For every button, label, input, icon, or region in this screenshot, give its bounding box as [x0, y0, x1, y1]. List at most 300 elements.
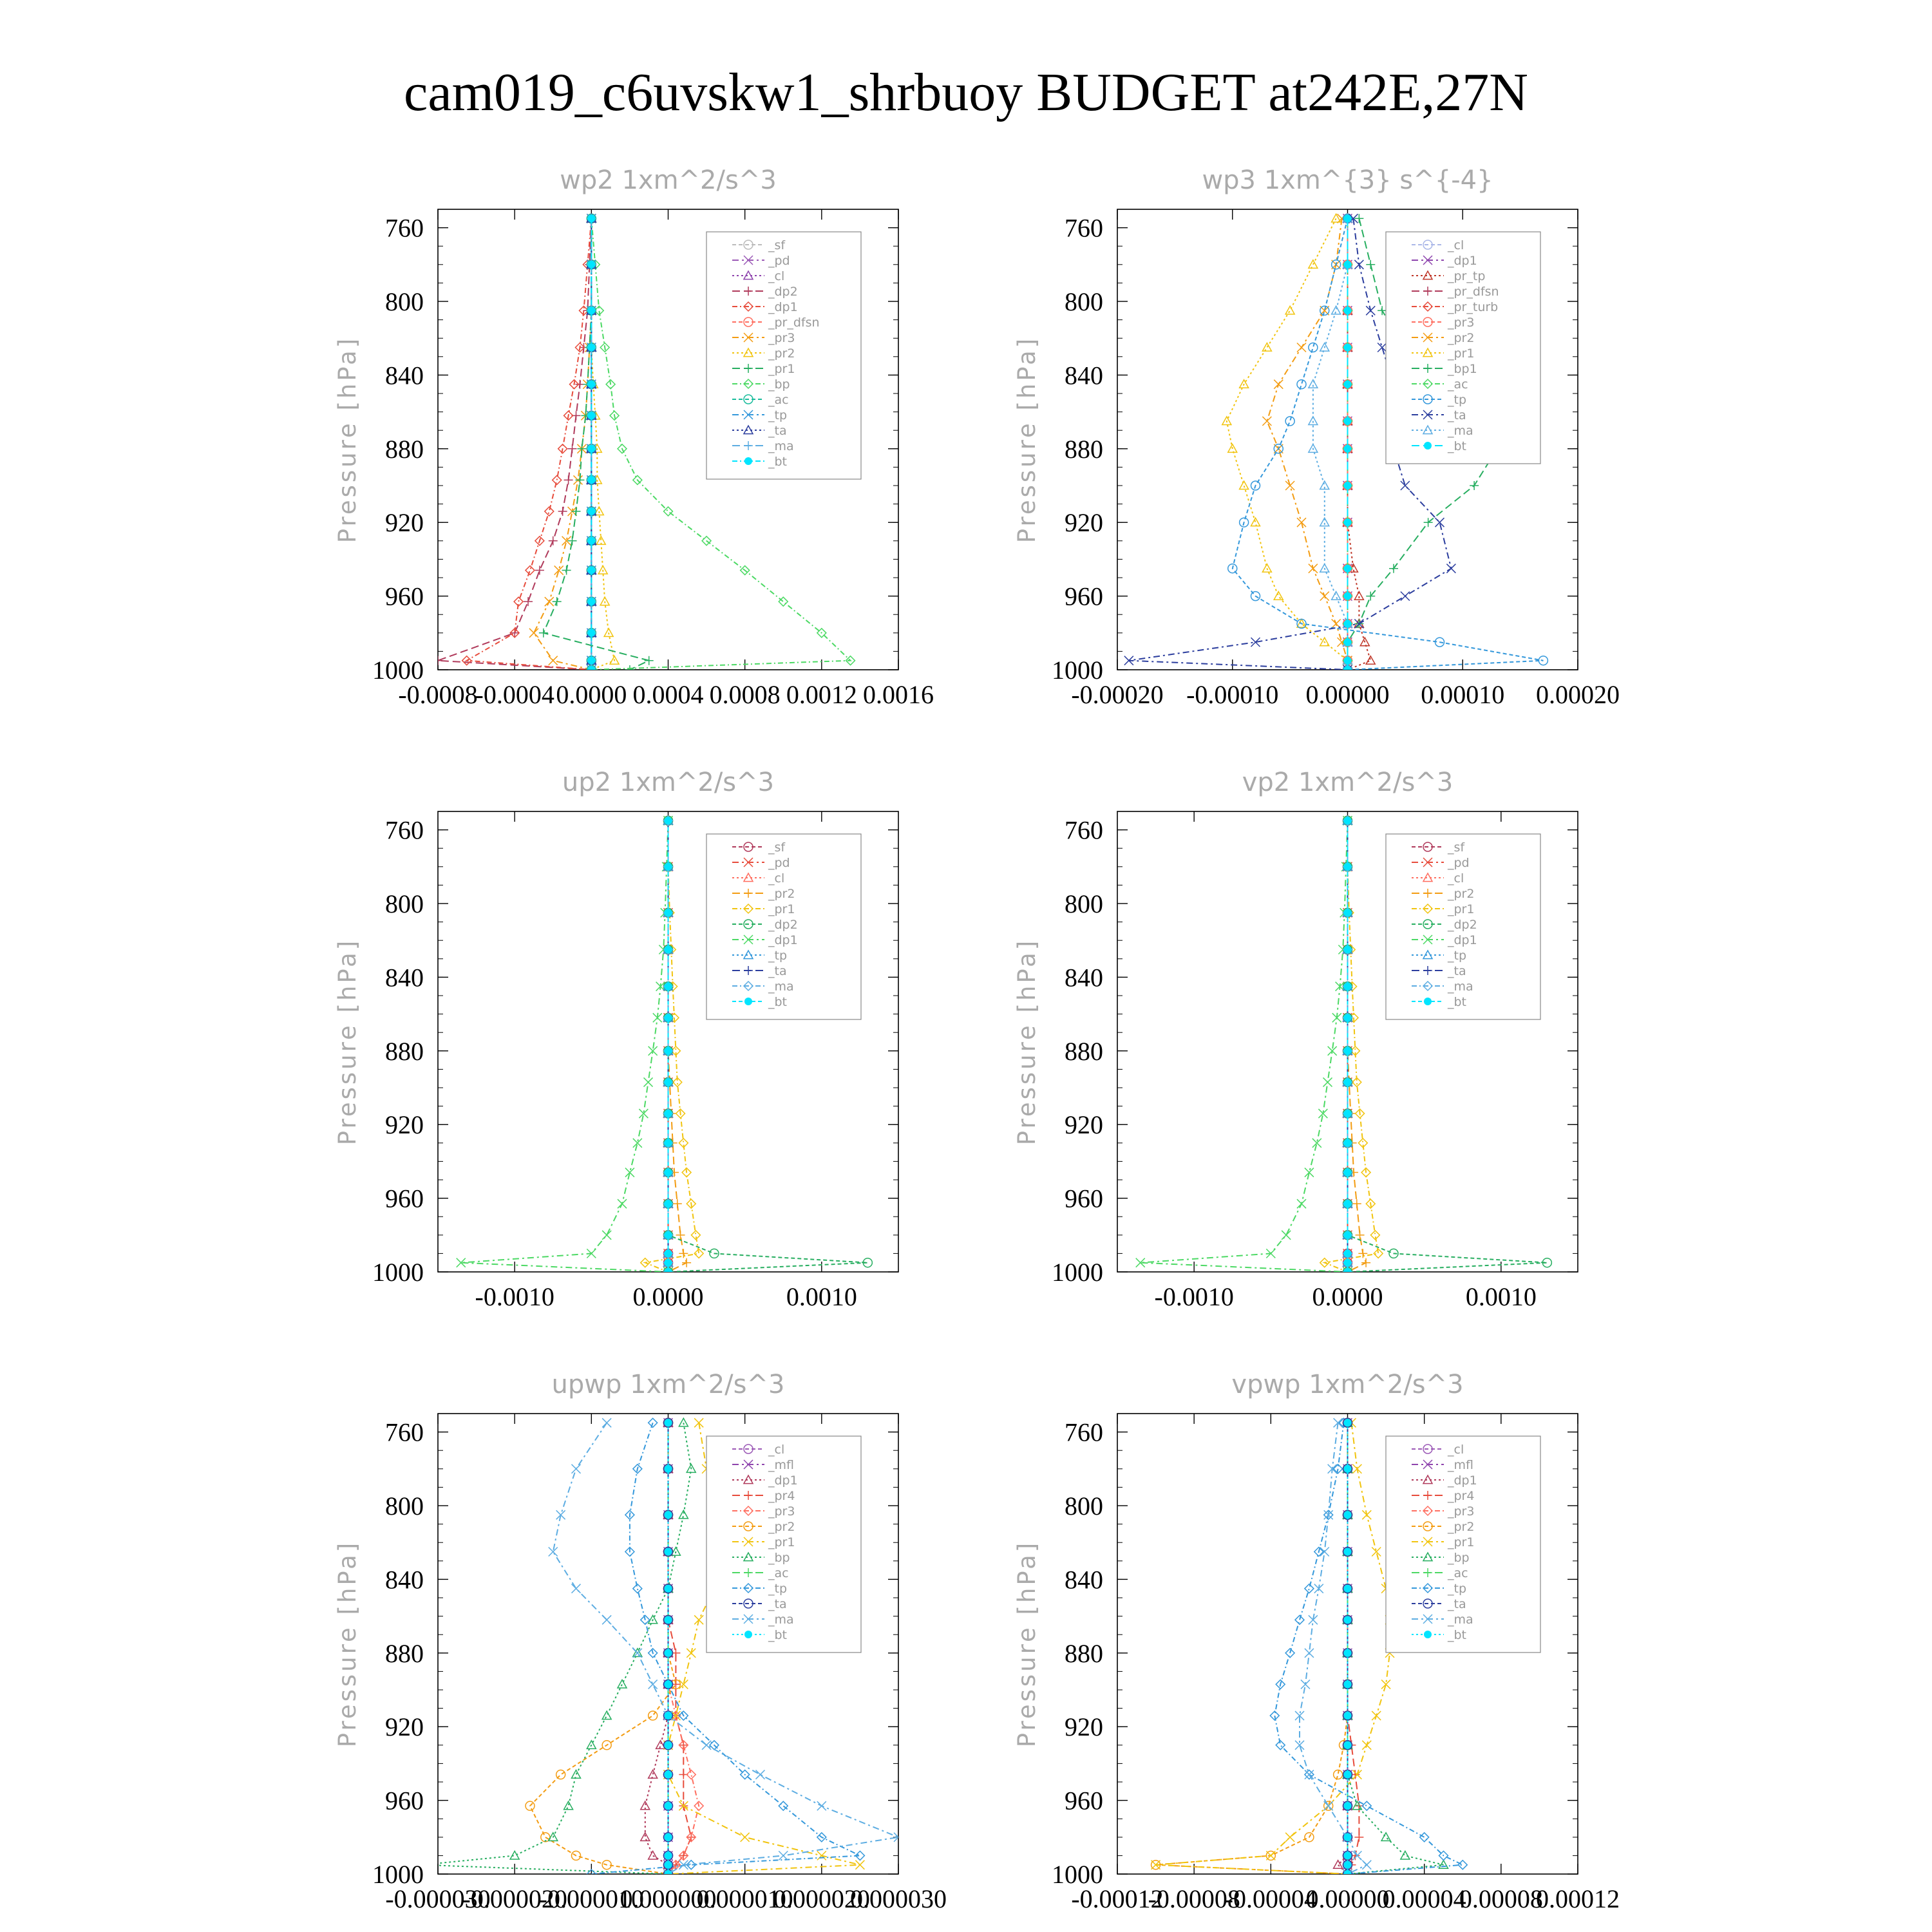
point-pr2	[1297, 343, 1306, 352]
point-bp	[618, 1680, 627, 1688]
legend-marker	[1424, 1631, 1432, 1638]
point-pr2	[1352, 1199, 1361, 1208]
legend-label: _dp1	[768, 1473, 798, 1488]
point-pr1	[817, 1851, 826, 1860]
legend-label: _pr1	[1448, 346, 1475, 361]
x-tick-label: -0.0010	[475, 1282, 554, 1311]
y-tick-label: 840	[1065, 361, 1103, 390]
point-ma	[756, 1770, 765, 1779]
point-bt	[1344, 592, 1352, 600]
point-bt	[665, 1802, 672, 1810]
y-tick-label: 840	[1065, 1565, 1103, 1595]
point-bt	[1344, 1870, 1352, 1878]
x-tick-label: 0.0010	[786, 1282, 857, 1311]
point-bt	[665, 1231, 672, 1239]
point-bt	[1344, 1771, 1352, 1779]
point-tp	[1297, 380, 1306, 389]
point-ta	[1378, 343, 1387, 352]
point-bt	[665, 1169, 672, 1177]
panel-5	[334, 1370, 947, 1913]
y-tick-label: 840	[1065, 963, 1103, 992]
point-ta	[1446, 564, 1455, 573]
point-pr1	[1240, 481, 1249, 489]
y-tick-label: 760	[1065, 1417, 1103, 1447]
x-tick-label: -0.00012	[1071, 1884, 1164, 1913]
legend-label: _pr2	[768, 346, 795, 361]
point-bt	[1344, 1802, 1352, 1810]
point-dp2	[564, 475, 573, 484]
point-bt	[1344, 1110, 1352, 1117]
point-pr1	[1372, 1711, 1381, 1720]
point-bt	[1344, 1861, 1352, 1869]
point-bt	[587, 381, 595, 388]
legend-label: _bt	[1448, 1628, 1467, 1642]
point-bt	[1344, 1047, 1352, 1055]
legend-label: _cl	[768, 269, 785, 283]
point-bt	[1344, 657, 1352, 665]
point-bp1	[1470, 481, 1479, 490]
panel-2	[1013, 166, 1620, 709]
point-bt	[665, 1548, 672, 1556]
legend-label: _ta	[768, 1597, 787, 1611]
point-pr1	[694, 1615, 703, 1624]
point-bt	[1344, 417, 1352, 425]
point-pr_tp	[1354, 592, 1363, 600]
legend-label: _sf	[768, 238, 786, 252]
legend-label: _tp	[768, 1582, 788, 1596]
point-dp1	[1297, 1199, 1306, 1208]
point-bt	[665, 1249, 672, 1257]
point-bt	[665, 946, 672, 954]
legend-label: _pr1	[1448, 902, 1475, 916]
point-pr2	[1262, 417, 1271, 426]
point-pr1	[1372, 1548, 1381, 1557]
point-bt	[1344, 1268, 1352, 1276]
legend-label: _ma	[768, 439, 794, 453]
legend-label: _pr_dfsn	[1448, 285, 1499, 299]
y-tick-label: 840	[385, 1565, 424, 1595]
point-bt	[1344, 261, 1352, 269]
legend-label: _pr2	[1448, 887, 1475, 901]
point-bt	[1344, 1078, 1352, 1086]
y-tick-label: 920	[385, 1110, 424, 1140]
point-ma	[1305, 1649, 1314, 1658]
legend-label: _ma	[768, 1613, 794, 1627]
legend-label: _pr_dfsn	[768, 316, 820, 330]
legend-label: _dp1	[768, 300, 798, 314]
legend-label: _cl	[1448, 1443, 1464, 1457]
point-bt	[587, 261, 595, 269]
point-bp	[679, 1418, 688, 1426]
point-bt	[1344, 1200, 1352, 1208]
point-bt	[587, 307, 595, 314]
point-dp1	[644, 1077, 653, 1086]
y-tick-label: 960	[385, 582, 424, 611]
series-line-pr1	[1227, 218, 1348, 670]
legend	[706, 232, 861, 479]
legend	[706, 1436, 861, 1653]
legend-label: _cl	[1448, 871, 1464, 886]
point-ma	[1332, 306, 1341, 314]
point-ma	[549, 1548, 558, 1557]
point-bt	[1344, 1419, 1352, 1426]
point-ma	[1305, 1770, 1314, 1779]
point-pr1	[539, 629, 548, 638]
point-bt	[1344, 344, 1352, 352]
point-dp1	[1282, 1231, 1291, 1240]
panel-title: wp2 1xm^2/s^3	[560, 166, 777, 195]
legend-marker	[1424, 998, 1432, 1005]
point-bt	[1344, 381, 1352, 388]
point-dp1	[649, 1851, 658, 1859]
legend-label: _pr2	[768, 887, 795, 901]
point-bt	[1344, 1741, 1352, 1749]
point-pr2	[1356, 1231, 1365, 1240]
x-tick-label: -0.0008	[398, 680, 478, 709]
y-tick-label: 960	[1065, 582, 1103, 611]
legend-label: _mfl	[768, 1458, 794, 1472]
point-bt	[1344, 565, 1352, 573]
point-bt	[1344, 983, 1352, 990]
panel-6	[1013, 1370, 1620, 1913]
point-bt	[665, 1649, 672, 1657]
legend-label: _pd	[768, 254, 790, 268]
y-tick-label: 1000	[372, 656, 424, 685]
legend-label: _ma	[1448, 980, 1473, 994]
point-ma	[1362, 1861, 1371, 1870]
y-tick-label: 1000	[372, 1860, 424, 1889]
point-bt	[1344, 863, 1352, 871]
legend-label: _ta	[1448, 408, 1466, 422]
series-line-pr2	[530, 1423, 676, 1874]
y-tick-label: 880	[385, 1638, 424, 1668]
point-pr1	[625, 665, 634, 674]
point-bt	[1344, 1014, 1352, 1021]
legend-marker	[744, 1631, 752, 1638]
point-tp	[1295, 1615, 1304, 1624]
point-pr3	[687, 1770, 696, 1779]
legend-label: _tp	[1448, 1582, 1467, 1596]
legend-label: _dp2	[768, 918, 798, 932]
point-pr2	[1320, 592, 1329, 601]
point-pr2	[682, 1258, 691, 1267]
point-bt	[665, 1680, 672, 1688]
legend-label: _bp	[768, 377, 790, 392]
legend-label: _ta	[768, 964, 787, 978]
point-bt	[1344, 1259, 1352, 1267]
legend-label: _dp1	[768, 933, 798, 947]
point-bt	[665, 1861, 672, 1869]
legend-label: _pd	[768, 856, 790, 870]
point-ta	[1401, 592, 1410, 601]
point-bt	[1344, 1616, 1352, 1624]
point-bt	[1344, 445, 1352, 453]
point-tp	[1458, 1861, 1467, 1870]
point-bt	[665, 1200, 672, 1208]
x-tick-label: 0.000020	[773, 1884, 870, 1913]
legend-label: _pr1	[1448, 1535, 1475, 1549]
point-pr3	[529, 629, 538, 638]
x-tick-label: 0.00008	[1459, 1884, 1543, 1913]
x-tick-label: 0.00012	[1536, 1884, 1620, 1913]
y-tick-label: 1000	[1052, 1258, 1103, 1287]
point-pr2	[1274, 380, 1283, 389]
point-dp2	[558, 507, 567, 516]
point-bt	[1344, 909, 1352, 916]
point-dp1	[1323, 1077, 1332, 1086]
y-tick-label: 960	[385, 1786, 424, 1815]
point-bt	[665, 1078, 672, 1086]
point-bt	[665, 1511, 672, 1519]
y-tick-label: 760	[1065, 213, 1103, 243]
point-bt	[587, 214, 595, 222]
point-pr1	[1285, 306, 1294, 314]
legend-label: _sf	[1448, 840, 1465, 855]
point-bt	[1344, 1231, 1352, 1239]
series-line-bp	[422, 1423, 691, 1874]
point-pr2	[1361, 1258, 1370, 1267]
point-bt	[587, 476, 595, 484]
point-dp1	[641, 1833, 650, 1841]
legend-label: _dp2	[768, 285, 798, 299]
point-bt	[1344, 482, 1352, 489]
series-line-pr_tp	[1348, 218, 1371, 670]
series-line-ma	[1313, 218, 1348, 670]
legend-label: _bp	[768, 1551, 790, 1565]
point-tp	[1309, 343, 1318, 352]
point-pr1	[1274, 592, 1283, 600]
point-tp	[1285, 417, 1294, 426]
legend-label: _pr2	[768, 1520, 795, 1534]
y-tick-label: 1000	[1052, 656, 1103, 685]
point-ta	[1435, 518, 1444, 527]
panel-1	[334, 166, 934, 709]
point-bt	[1344, 1249, 1352, 1257]
legend-label: _pr3	[1448, 1504, 1475, 1519]
y-axis-label: Pressure [hPa]	[1013, 1540, 1041, 1748]
legend-label: _cl	[1448, 238, 1464, 252]
point-dp1	[602, 1231, 611, 1240]
legend-label: _bp	[1448, 1551, 1470, 1565]
point-ma	[649, 1680, 658, 1689]
point-bt	[587, 598, 595, 605]
y-tick-label: 880	[385, 434, 424, 464]
x-tick-label: -0.00008	[1148, 1884, 1240, 1913]
point-bt	[587, 629, 595, 637]
legend-label: _ac	[1448, 1566, 1468, 1580]
legend-label: _pr3	[1448, 316, 1475, 330]
point-bt	[587, 344, 595, 352]
point-ma	[1324, 1801, 1333, 1810]
point-pr2	[556, 1770, 565, 1779]
y-axis-label: Pressure [hPa]	[1013, 336, 1041, 544]
y-tick-label: 840	[385, 361, 424, 390]
legend-label: _pr2	[1448, 331, 1475, 345]
legend-label: _bt	[768, 1628, 788, 1642]
point-bt	[1344, 1585, 1352, 1593]
point-pr1	[1362, 1741, 1371, 1750]
point-bt	[1344, 620, 1352, 628]
point-pr1	[575, 475, 584, 484]
y-tick-label: 760	[385, 1417, 424, 1447]
point-pr1	[572, 507, 581, 516]
x-tick-label: -0.000030	[385, 1884, 491, 1913]
legend-label: _dp2	[1448, 918, 1477, 932]
legend-label: _tp	[768, 408, 788, 422]
point-bt	[1344, 1680, 1352, 1688]
y-tick-label: 760	[385, 815, 424, 845]
point-pr4	[1354, 1833, 1363, 1842]
legend-label: _tp	[1448, 393, 1467, 407]
point-ma	[1332, 592, 1341, 600]
point-dp1	[526, 566, 535, 575]
point-bt	[665, 1014, 672, 1021]
point-bt	[587, 537, 595, 545]
legend-label: _bt	[768, 455, 788, 469]
legend-label: _pr1	[768, 1535, 795, 1549]
point-ma	[1320, 1548, 1329, 1557]
y-tick-label: 920	[1065, 1110, 1103, 1140]
point-pr2	[1309, 564, 1318, 573]
point-dp1	[1305, 1168, 1314, 1177]
y-axis-label: Pressure [hPa]	[334, 938, 361, 1146]
point-ma	[602, 1615, 611, 1624]
x-tick-label: 0.0016	[863, 680, 934, 709]
x-tick-label: 0.0012	[786, 680, 857, 709]
point-bt	[1344, 307, 1352, 314]
y-tick-label: 880	[1065, 434, 1103, 464]
point-pr2	[1285, 481, 1294, 490]
point-bp	[510, 1851, 519, 1859]
legend-label: _dp1	[1448, 933, 1477, 947]
x-tick-label: 0.0008	[709, 680, 781, 709]
point-bt	[665, 909, 672, 916]
y-axis-label: Pressure [hPa]	[334, 1540, 361, 1748]
point-tp	[633, 1584, 642, 1593]
legend-marker	[744, 998, 752, 1005]
x-tick-label: -0.000010	[538, 1884, 644, 1913]
x-tick-label: 0.000030	[850, 1884, 947, 1913]
point-pr2	[649, 1711, 658, 1720]
y-tick-label: 1000	[1052, 1860, 1103, 1889]
point-pr2	[676, 1231, 685, 1240]
legend-label: _ta	[1448, 964, 1466, 978]
x-tick-label: 0.0000	[1312, 1282, 1383, 1311]
panel-title: vpwp 1xm^2/s^3	[1231, 1370, 1464, 1399]
legend-label: _tp	[768, 949, 788, 963]
point-bt	[665, 817, 672, 824]
legend-label: _bt	[768, 995, 788, 1009]
point-dp2	[433, 656, 442, 665]
point-pr1	[741, 1833, 750, 1842]
point-bp	[587, 1741, 596, 1749]
point-pr2	[673, 1199, 682, 1208]
point-bt	[665, 1741, 672, 1749]
x-tick-label: -0.00010	[1186, 680, 1279, 709]
point-dp1	[625, 1168, 634, 1177]
series-line-dp1	[461, 820, 668, 1272]
legend-label: _ta	[768, 424, 787, 438]
point-bt	[665, 1712, 672, 1719]
legend-label: _pr1	[768, 902, 795, 916]
legend-label: _pd	[1448, 856, 1470, 870]
panel-title: upwp 1xm^2/s^3	[551, 1370, 785, 1399]
point-ma	[779, 1851, 788, 1860]
y-tick-label: 960	[1065, 1786, 1103, 1815]
point-bt	[1344, 666, 1352, 674]
point-bt	[665, 1852, 672, 1859]
panel-3	[334, 768, 898, 1311]
point-bt	[1344, 1833, 1352, 1841]
legend	[1386, 834, 1540, 1019]
point-pr1	[1285, 1833, 1294, 1842]
y-tick-label: 800	[1065, 287, 1103, 316]
series-line-dp1	[1141, 820, 1348, 1272]
x-tick-label: 0.00010	[1421, 680, 1505, 709]
point-bt	[665, 1616, 672, 1624]
point-bt	[1344, 1511, 1352, 1519]
point-pr1	[855, 1861, 864, 1870]
point-pr1	[553, 597, 562, 606]
point-bt	[1344, 214, 1352, 222]
legend-label: _pr3	[768, 331, 795, 345]
point-bt	[665, 1833, 672, 1841]
legend-label: _sf	[768, 840, 786, 855]
legend-label: _ac	[768, 1566, 789, 1580]
point-ta	[1366, 306, 1375, 315]
x-tick-label: 0.0000	[556, 680, 627, 709]
x-tick-label: -0.0010	[1154, 1282, 1234, 1311]
x-tick-label: 0.00004	[1382, 1884, 1466, 1913]
point-pr1	[1266, 1851, 1275, 1860]
point-bt	[665, 1465, 672, 1473]
legend-label: _ma	[1448, 424, 1473, 438]
y-tick-label: 920	[385, 508, 424, 538]
point-bt	[1344, 1852, 1352, 1859]
point-bt	[587, 507, 595, 515]
y-tick-label: 880	[385, 1036, 424, 1066]
point-bt	[587, 445, 595, 453]
y-tick-label: 840	[385, 963, 424, 992]
legend-label: _pr2	[1448, 1520, 1475, 1534]
point-pr4	[679, 1741, 688, 1750]
point-pr3	[545, 597, 554, 606]
x-tick-label: 0.0004	[632, 680, 704, 709]
point-ta	[1401, 481, 1410, 490]
point-bt	[665, 1139, 672, 1147]
panel-title: wp3 1xm^{3} s^{-4}	[1202, 166, 1493, 195]
point-bt	[1344, 1169, 1352, 1177]
y-tick-label: 1000	[372, 1258, 424, 1287]
point-dp1	[1334, 1861, 1343, 1869]
point-bt	[1344, 946, 1352, 954]
y-tick-label: 960	[385, 1184, 424, 1213]
point-bp	[564, 1801, 573, 1810]
series-line-pr2	[1156, 1423, 1348, 1874]
point-bt	[665, 1268, 672, 1276]
point-dp2	[568, 444, 577, 453]
legend-label: _bt	[1448, 439, 1467, 453]
x-tick-label: 0.00020	[1536, 680, 1620, 709]
point-bt	[1344, 1139, 1352, 1147]
point-bt	[587, 567, 595, 574]
y-tick-label: 800	[385, 889, 424, 918]
point-dp2	[549, 536, 558, 545]
point-bt	[665, 1585, 672, 1593]
legend-label: _pr1	[768, 362, 795, 376]
panel-title: vp2 1xm^2/s^3	[1242, 768, 1454, 797]
legend-label: _pr4	[1448, 1489, 1475, 1503]
